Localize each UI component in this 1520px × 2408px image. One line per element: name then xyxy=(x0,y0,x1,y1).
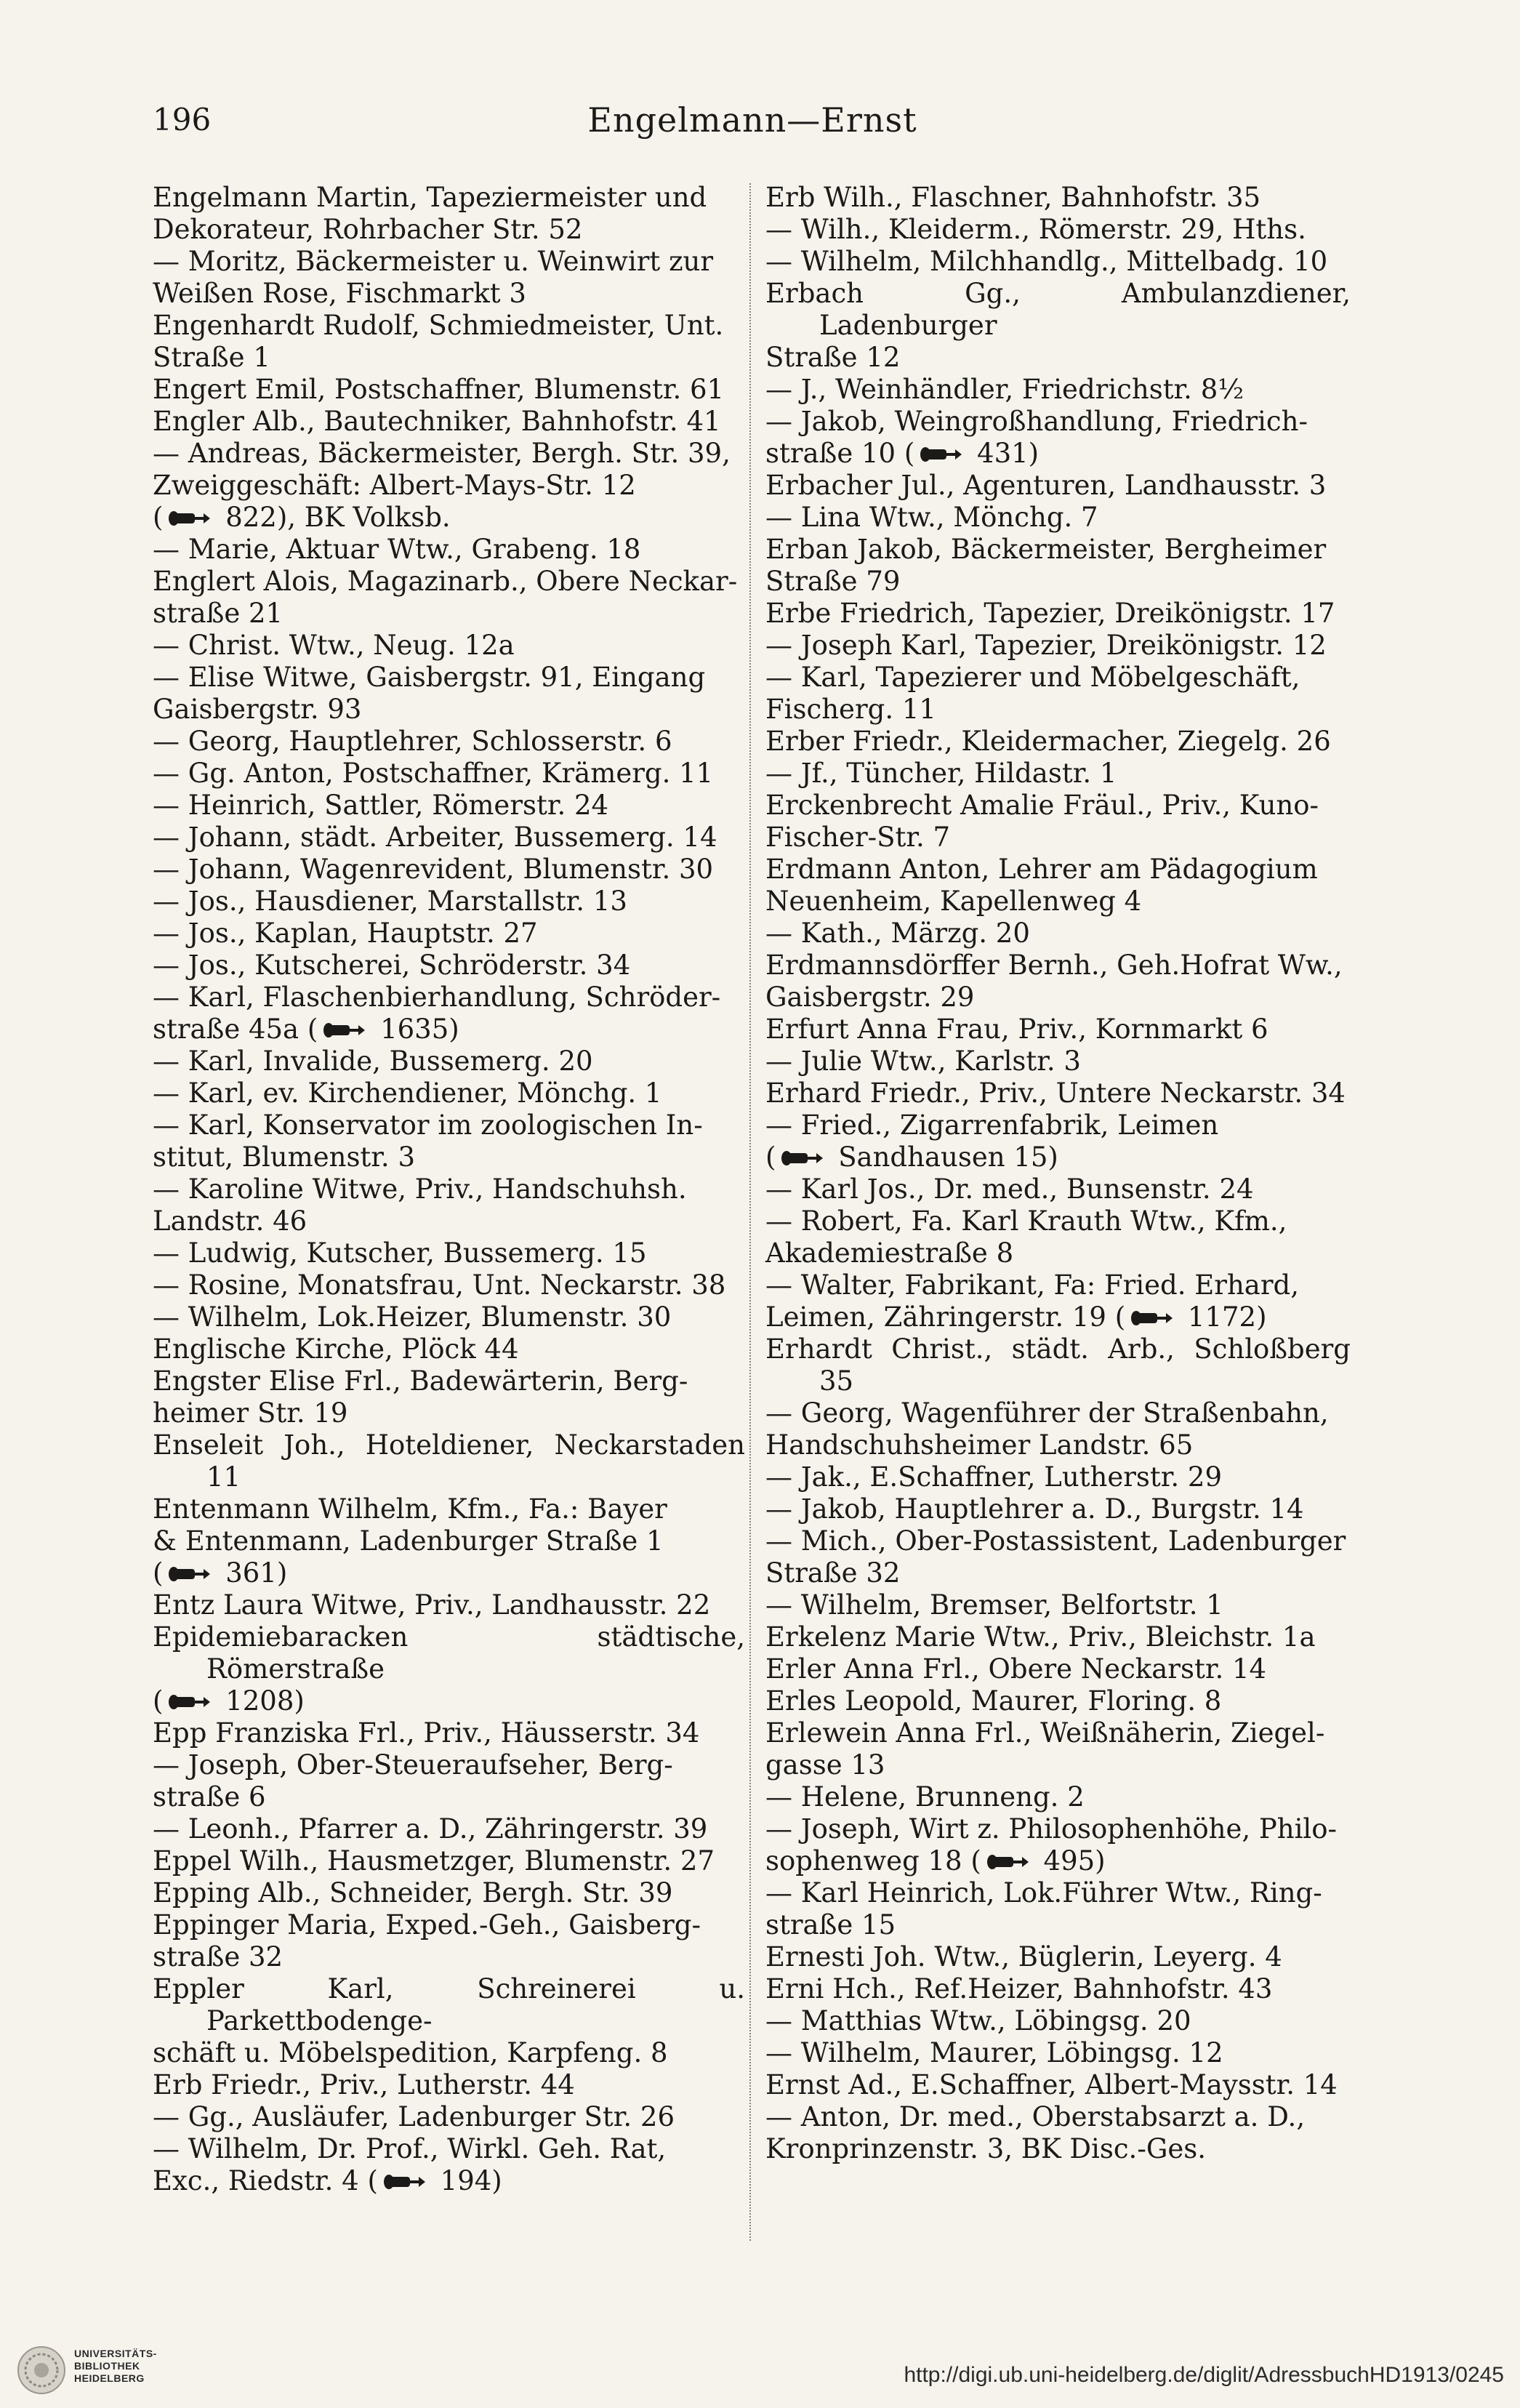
entry-line: Engenhardt Rudolf, Schmiedmeister, Unt. xyxy=(153,310,724,341)
directory-entry xyxy=(153,2133,745,2197)
entry-line: Erbach Gg., Ambulanzdiener, Ladenburger xyxy=(765,278,1351,341)
directory-entry xyxy=(765,1014,1351,1046)
directory-entry xyxy=(153,374,745,406)
entry-line: Erber Friedr., Kleidermacher, Ziegelg. 26 xyxy=(765,726,1331,757)
telephone-icon xyxy=(167,507,212,529)
directory-entry xyxy=(765,726,1351,758)
entry-line: Zweiggeschäft: Albert-Mays-Str. 12 xyxy=(153,470,636,501)
entry-line: — Fried., Zigarrenfabrik, Leimen xyxy=(765,1109,1219,1141)
entry-line: — Gg., Ausläufer, Ladenburger Str. 26 xyxy=(153,2101,675,2132)
entry-line: — Rosine, Monatsfrau, Unt. Neckarstr. 38 xyxy=(153,1269,726,1301)
directory-entry xyxy=(765,1813,1351,1877)
directory-entry xyxy=(765,1397,1351,1461)
entry-line: — Karl, Invalide, Bussemerg. 20 xyxy=(153,1046,593,1077)
directory-entry xyxy=(153,246,745,310)
directory-entry xyxy=(765,1877,1351,1941)
entry-line: — Christ. Wtw., Neug. 12a xyxy=(153,630,515,661)
entry-line: — Karl, Flaschenbierhandlung, Schröder- xyxy=(153,982,721,1013)
directory-entry xyxy=(153,822,745,854)
entry-line: schäft u. Möbelspedition, Karpfeng. 8 xyxy=(153,2037,668,2068)
directory-entry xyxy=(153,1493,745,1589)
page-header xyxy=(153,98,1352,149)
entry-line: Engert Emil, Postschaffner, Blumenstr. 61 xyxy=(153,374,725,405)
entry-line: — Karl Heinrich, Lok.Führer Wtw., Ring- xyxy=(765,1877,1322,1909)
directory-entry xyxy=(765,1685,1351,1717)
entry-line: — Robert, Fa. Karl Krauth Wtw., Kfm., xyxy=(765,1205,1287,1237)
entry-line: Neuenheim, Kapellenweg 4 xyxy=(765,886,1142,917)
entry-line: heimer Str. 19 xyxy=(153,1397,348,1429)
entry-line: — Wilhelm, Lok.Heizer, Blumenstr. 30 xyxy=(153,1301,672,1333)
entry-line: Leimen, Zähringerstr. 19 ( 1172) xyxy=(765,1301,1267,1333)
directory-entry xyxy=(153,1333,745,1365)
directory-entry xyxy=(153,1813,745,1845)
directory-entry xyxy=(153,918,745,950)
directory-entry xyxy=(765,1109,1351,1173)
entry-line: — Joseph, Ober-Steueraufseher, Berg- xyxy=(153,1749,673,1781)
directory-entry xyxy=(153,630,745,662)
directory-entry xyxy=(153,534,745,566)
directory-entry xyxy=(765,1461,1351,1493)
directory-entry xyxy=(153,1877,745,1909)
entry-line: Fischer-Str. 7 xyxy=(765,822,951,853)
telephone-icon xyxy=(919,444,964,465)
entry-line: — Johann, städt. Arbeiter, Bussemerg. 14 xyxy=(153,822,717,853)
entry-line: — Walter, Fabrikant, Fa: Fried. Erhard, xyxy=(765,1269,1299,1301)
directory-entry xyxy=(153,1269,745,1301)
entry-line: Gaisbergstr. 93 xyxy=(153,694,362,725)
entry-line: Erbe Friedrich, Tapezier, Dreikönigstr. 17 xyxy=(765,598,1335,629)
entry-line: Entz Laura Witwe, Priv., Landhausstr. 22 xyxy=(153,1589,711,1621)
entry-line: Straße 1 xyxy=(153,342,270,373)
entry-line: Erlewein Anna Frl., Weißnäherin, Ziegel- xyxy=(765,1717,1325,1749)
entry-line: — Karl Jos., Dr. med., Bunsenstr. 24 xyxy=(765,1173,1254,1205)
entry-line: Straße 32 xyxy=(765,1557,901,1589)
directory-entry xyxy=(765,1525,1351,1589)
directory-entry xyxy=(765,374,1351,406)
entry-line: Erhardt Christ., städt. Arb., Schloßberg 35 xyxy=(765,1333,1351,1397)
running-title: Engelmann—Ernst xyxy=(587,100,917,140)
directory-entry xyxy=(765,2101,1351,2165)
directory-entry xyxy=(153,182,745,246)
entry-line: Ernst Ad., E.Schaffner, Albert-Maysstr. 14 xyxy=(765,2069,1338,2100)
entry-line: straße 45a ( 1635) xyxy=(153,1014,459,1045)
directory-entry xyxy=(765,758,1351,790)
directory-entry xyxy=(153,310,745,374)
entry-line: Eppler Karl, Schreinerei u. Parkettbodenge- xyxy=(153,1973,745,2036)
entry-line: straße 10 ( 431) xyxy=(765,438,1040,469)
entry-line: gasse 13 xyxy=(765,1749,885,1781)
directory-entry xyxy=(765,1205,1351,1269)
directory-entry xyxy=(765,950,1351,1014)
directory-entry xyxy=(153,2101,745,2133)
directory-entry xyxy=(765,182,1351,214)
directory-entry xyxy=(765,278,1351,374)
directory-entry xyxy=(765,662,1351,726)
directory-entry xyxy=(153,1717,745,1749)
entry-line: — Julie Wtw., Karlstr. 3 xyxy=(765,1046,1081,1077)
telephone-icon xyxy=(167,1691,212,1713)
directory-entry xyxy=(765,1077,1351,1109)
entry-line: Fischerg. 11 xyxy=(765,694,936,725)
entry-line: — Karl, ev. Kirchendiener, Mönchg. 1 xyxy=(153,1077,662,1109)
entry-line: Erdmann Anton, Lehrer am Pädagogium xyxy=(765,854,1318,885)
directory-entry xyxy=(153,1589,745,1621)
entry-line: Eppinger Maria, Exped.-Geh., Gaisberg- xyxy=(153,1909,701,1941)
telephone-icon xyxy=(167,1563,212,1585)
entry-line: — Wilhelm, Milchhandlg., Mittelbadg. 10 xyxy=(765,246,1328,277)
directory-entry xyxy=(153,886,745,918)
directory-entry xyxy=(765,502,1351,534)
column-divider xyxy=(749,183,751,2241)
directory-entry xyxy=(153,758,745,790)
entry-line: — Helene, Brunneng. 2 xyxy=(765,1781,1085,1813)
entry-line: — Karl, Konservator im zoologischen In- xyxy=(153,1109,703,1141)
directory-entry xyxy=(765,214,1351,246)
entry-line: sophenweg 18 ( 495) xyxy=(765,1845,1106,1877)
directory-entry xyxy=(153,2069,745,2101)
directory-entry xyxy=(153,854,745,886)
entry-line: Erkelenz Marie Wtw., Priv., Bleichstr. 1a xyxy=(765,1621,1316,1653)
source-link[interactable]: http://digi.ub.uni-heidelberg.de/diglit/AdressbuchHD1913/0245 xyxy=(904,2363,1504,2387)
entry-line: Engster Elise Frl., Badewärterin, Berg- xyxy=(153,1365,688,1397)
directory-entry xyxy=(153,1429,745,1493)
entry-line: Gaisbergstr. 29 xyxy=(765,982,975,1013)
directory-entry xyxy=(153,950,745,982)
directory-entry xyxy=(153,662,745,726)
directory-entry xyxy=(153,726,745,758)
directory-entry xyxy=(765,598,1351,630)
directory-entry xyxy=(765,1973,1351,2005)
entry-line: Exc., Riedstr. 4 ( 194) xyxy=(153,2165,502,2196)
entry-line: — Jakob, Weingroßhandlung, Friedrich- xyxy=(765,406,1308,437)
entry-line: Erb Friedr., Priv., Lutherstr. 44 xyxy=(153,2069,575,2100)
entry-line: Handschuhsheimer Landstr. 65 xyxy=(765,1429,1194,1461)
logo-line: BIBLIOTHEK xyxy=(74,2360,140,2372)
directory-entry xyxy=(153,1173,745,1237)
entry-line: Eppel Wilh., Hausmetzger, Blumenstr. 27 xyxy=(153,1845,715,1877)
directory-entry xyxy=(765,1717,1351,1781)
directory-entry xyxy=(765,1653,1351,1685)
entry-line: Erckenbrecht Amalie Fräul., Priv., Kuno- xyxy=(765,790,1319,821)
entry-line: — Gg. Anton, Postschaffner, Krämerg. 11 xyxy=(153,758,714,789)
directory-entry xyxy=(765,1781,1351,1813)
entry-line: Epidemiebaracken städtische, Römerstraße xyxy=(153,1621,745,1685)
telephone-icon xyxy=(382,2171,427,2193)
entry-line: Weißen Rose, Fischmarkt 3 xyxy=(153,278,526,309)
entry-line: — Wilh., Kleiderm., Römerstr. 29, Hths. xyxy=(765,214,1306,245)
entry-line: Engler Alb., Bautechniker, Bahnhofstr. 41 xyxy=(153,406,721,437)
entry-line: — Anton, Dr. med., Oberstabsarzt a. D., xyxy=(765,2101,1306,2132)
directory-entry xyxy=(153,1973,745,2069)
entry-line: Entenmann Wilhelm, Kfm., Fa.: Bayer xyxy=(153,1493,667,1525)
entry-line: Erler Anna Frl., Obere Neckarstr. 14 xyxy=(765,1653,1267,1685)
entry-line: — Jos., Hausdiener, Marstallstr. 13 xyxy=(153,886,627,917)
entry-line: — Moritz, Bäckermeister u. Weinwirt zur xyxy=(153,246,714,277)
directory-entry xyxy=(153,406,745,438)
directory-entry xyxy=(153,1109,745,1173)
entry-line: Erban Jakob, Bäckermeister, Bergheimer xyxy=(765,534,1327,565)
entry-line: ( Sandhausen 15) xyxy=(765,1141,1058,1173)
entry-line: Erbacher Jul., Agenturen, Landhausstr. 3 xyxy=(765,470,1327,501)
directory-entry xyxy=(765,534,1351,598)
logo-line: HEIDELBERG xyxy=(74,2372,145,2384)
entry-line: — Lina Wtw., Mönchg. 7 xyxy=(765,502,1098,533)
directory-entry xyxy=(153,566,745,630)
entry-line: Akademiestraße 8 xyxy=(765,1237,1014,1269)
entry-line: — Joseph, Wirt z. Philosophenhöhe, Philo- xyxy=(765,1813,1338,1845)
entry-line: — Leonh., Pfarrer a. D., Zähringerstr. 39 xyxy=(153,1813,708,1845)
entry-line: Englische Kirche, Plöck 44 xyxy=(153,1333,519,1365)
logo-line: UNIVERSITÄTS- xyxy=(74,2348,157,2359)
right-column xyxy=(765,182,1351,2165)
entry-line: Straße 12 xyxy=(765,342,901,373)
entry-line: straße 6 xyxy=(153,1781,266,1813)
entry-line: Erfurt Anna Frau, Priv., Kornmarkt 6 xyxy=(765,1014,1268,1045)
directory-entry xyxy=(153,790,745,822)
left-column xyxy=(153,182,745,2197)
entry-line: — Kath., Märzg. 20 xyxy=(765,918,1030,949)
directory-entry xyxy=(765,1493,1351,1525)
entry-line: — Georg, Hauptlehrer, Schlosserstr. 6 xyxy=(153,726,672,757)
entry-line: — Jakob, Hauptlehrer a. D., Burgstr. 14 xyxy=(765,1493,1304,1525)
entry-line: — Karl, Tapezierer und Möbelgeschäft, xyxy=(765,662,1300,693)
entry-line: — Andreas, Bäckermeister, Bergh. Str. 39, xyxy=(153,438,731,469)
entry-line: — Matthias Wtw., Löbingsg. 20 xyxy=(765,2005,1191,2036)
telephone-icon xyxy=(986,1851,1031,1873)
directory-entry xyxy=(153,982,745,1046)
entry-line: — Wilhelm, Maurer, Löbingsg. 12 xyxy=(765,2037,1223,2068)
page-footer xyxy=(0,2335,1520,2408)
entry-line: — Karoline Witwe, Priv., Handschuhsh. xyxy=(153,1173,687,1205)
entry-line: — Johann, Wagenrevident, Blumenstr. 30 xyxy=(153,854,714,885)
entry-line: — Wilhelm, Dr. Prof., Wirkl. Geh. Rat, xyxy=(153,2133,667,2164)
directory-entry xyxy=(153,1237,745,1269)
entry-line: Epp Franziska Frl., Priv., Häusserstr. 34 xyxy=(153,1717,700,1749)
library-logo xyxy=(16,2339,205,2404)
telephone-icon xyxy=(1130,1307,1175,1329)
directory-entry xyxy=(153,1621,745,1717)
directory-entry xyxy=(153,438,745,534)
entry-line: — Jos., Kutscherei, Schröderstr. 34 xyxy=(153,950,631,981)
directory-entry xyxy=(153,1909,745,1973)
page-number: 196 xyxy=(153,102,212,137)
entry-line: Erles Leopold, Maurer, Floring. 8 xyxy=(765,1685,1222,1717)
entry-line: Erb Wilh., Flaschner, Bahnhofstr. 35 xyxy=(765,182,1261,213)
entry-line: — Wilhelm, Bremser, Belfortstr. 1 xyxy=(765,1589,1223,1621)
entry-line: — Marie, Aktuar Wtw., Grabeng. 18 xyxy=(153,534,641,565)
directory-entry xyxy=(153,1845,745,1877)
directory-entry xyxy=(765,406,1351,470)
directory-entry xyxy=(765,1269,1351,1333)
directory-entry xyxy=(765,1941,1351,1973)
directory-entry xyxy=(765,1046,1351,1077)
entry-line: Dekorateur, Rohrbacher Str. 52 xyxy=(153,214,583,245)
directory-entry xyxy=(153,1301,745,1333)
entry-line: Ernesti Joh. Wtw., Büglerin, Leyerg. 4 xyxy=(765,1941,1282,1972)
entry-line: — Jos., Kaplan, Hauptstr. 27 xyxy=(153,918,538,949)
entry-line: ( 822), BK Volksb. xyxy=(153,502,451,533)
entry-line: Erdmannsdörffer Bernh., Geh.Hofrat Ww., xyxy=(765,950,1343,981)
library-logo-text xyxy=(74,2348,220,2385)
directory-entry xyxy=(153,1749,745,1813)
entry-line: Straße 79 xyxy=(765,566,901,597)
entry-line: straße 32 xyxy=(153,1941,284,1972)
directory-entry xyxy=(765,470,1351,502)
entry-line: Englert Alois, Magazinarb., Obere Neckar- xyxy=(153,566,738,597)
entry-line: & Entenmann, Ladenburger Straße 1 xyxy=(153,1525,664,1557)
entry-line: ( 1208) xyxy=(153,1685,305,1717)
directory-entry xyxy=(765,790,1351,854)
entry-line: Landstr. 46 xyxy=(153,1205,307,1237)
directory-entry xyxy=(765,2037,1351,2069)
directory-entry xyxy=(765,918,1351,950)
entry-line: — Heinrich, Sattler, Römerstr. 24 xyxy=(153,790,609,821)
entry-line: — Mich., Ober-Postassistent, Ladenburger xyxy=(765,1525,1346,1557)
entry-line: Enseleit Joh., Hoteldiener, Neckarstaden 11 xyxy=(153,1429,745,1493)
entry-line: Epping Alb., Schneider, Bergh. Str. 39 xyxy=(153,1877,673,1909)
entry-line: — Jf., Tüncher, Hildastr. 1 xyxy=(765,758,1117,789)
entry-line: — J., Weinhändler, Friedrichstr. 8½ xyxy=(765,374,1244,405)
directory-entry xyxy=(765,854,1351,918)
directory-entry xyxy=(765,1173,1351,1205)
entry-line: stitut, Blumenstr. 3 xyxy=(153,1141,415,1173)
entry-line: — Elise Witwe, Gaisbergstr. 91, Eingang xyxy=(153,662,706,693)
library-seal-icon xyxy=(16,2345,67,2396)
entry-line: Kronprinzenstr. 3, BK Disc.-Ges. xyxy=(765,2133,1207,2164)
entry-line: straße 15 xyxy=(765,1909,896,1941)
directory-entry xyxy=(765,1333,1351,1397)
directory-entry xyxy=(153,1077,745,1109)
entry-line: Erhard Friedr., Priv., Untere Neckarstr. 34 xyxy=(765,1077,1346,1109)
entry-line: ( 361) xyxy=(153,1557,288,1589)
directory-entry xyxy=(765,630,1351,662)
entry-line: — Georg, Wagenführer der Straßenbahn, xyxy=(765,1397,1329,1429)
entry-line: — Ludwig, Kutscher, Bussemerg. 15 xyxy=(153,1237,647,1269)
telephone-icon xyxy=(322,1019,367,1041)
directory-entry xyxy=(765,246,1351,278)
entry-line: Erni Hch., Ref.Heizer, Bahnhofstr. 43 xyxy=(765,1973,1273,2004)
entry-line: straße 21 xyxy=(153,598,284,629)
directory-entry xyxy=(153,1365,745,1429)
directory-entry xyxy=(765,2069,1351,2101)
entry-line: Engelmann Martin, Tapeziermeister und xyxy=(153,182,707,213)
directory-entry xyxy=(765,1621,1351,1653)
entry-line: — Jak., E.Schaffner, Lutherstr. 29 xyxy=(765,1461,1223,1493)
entry-line: — Joseph Karl, Tapezier, Dreikönigstr. 12 xyxy=(765,630,1327,661)
directory-entry xyxy=(765,1589,1351,1621)
telephone-icon xyxy=(780,1147,825,1169)
directory-entry xyxy=(765,2005,1351,2037)
directory-entry xyxy=(153,1046,745,1077)
